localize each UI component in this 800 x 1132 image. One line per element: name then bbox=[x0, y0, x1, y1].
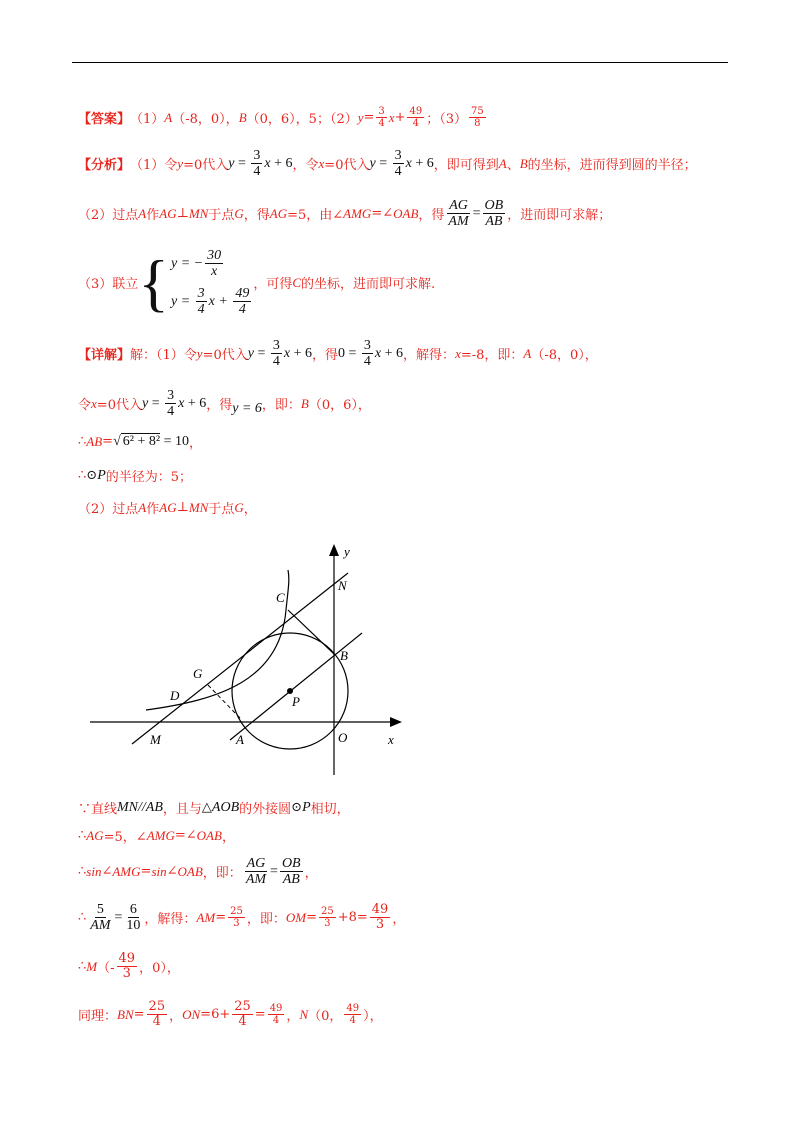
ratio-equation: $\frac{AG}{AM}$ = $\frac{OB}{AB}$ bbox=[448, 198, 504, 230]
equation: 0 = $\frac{3}{4}$ x + 6 bbox=[338, 338, 404, 370]
equation: y = $\frac{3}{4}$ x + 6 bbox=[228, 148, 293, 180]
equation: y = $\frac{3}{4}$ x + 6 bbox=[247, 338, 312, 370]
analysis-line-3: （3）联立 { y = − $\frac{30}{x}$ y = $\frac{3}{4}$ x + $\frac{49}{4}$ ，可得 C 的坐标，进而即可求解. bbox=[78, 246, 436, 318]
detail-line-5: （2）过点 A 作 AG ⊥ MN 于点 G ， bbox=[78, 499, 257, 517]
segment-ag bbox=[206, 683, 240, 718]
detail-tag: 【详解】 bbox=[78, 348, 131, 364]
detail-line-2: 令 x =0代入 y = $\frac{3}{4}$ x + 6 ，得 y = 6 ，即： B （0，6）， bbox=[78, 388, 371, 420]
analysis-line-1: 【分析】 （1）令 y =0代入 y = $\frac{3}{4}$ x + 6 ，令 x =0代入 y = $\frac{3}{4}$ x + 6 ，即可得到 A 、 B 的坐标，进而得到圆的半径； bbox=[78, 148, 697, 180]
segment-cb bbox=[288, 610, 334, 654]
answer-tag: 【答案】 bbox=[78, 112, 131, 127]
answer-line: 【答案】 （1） A （-8，0）， B （0，6），5；（2） y = $\frac{3}{4}$ x + $\frac{49}{4}$ ；（3） $\frac{75}{8}$ bbox=[78, 106, 484, 129]
detail-line-10: ∴ M （- $\frac{49}{3}$ ，0）， bbox=[78, 951, 180, 982]
label-x: x bbox=[388, 732, 394, 747]
analysis-line-2: （2）过点 A 作 AG ⊥ MN 于点 G ，得 AG =5，由∠ AMG =∠ OAB ，得 $\frac{AG}{AM}$ = $\frac{OB}{AB}$ ，进而即可求解； bbox=[78, 198, 612, 230]
label-p: P bbox=[292, 694, 300, 709]
detail-line-1: 【详解】 解：（1）令 y =0代入 y = $\frac{3}{4}$ x + 6 ，得 0 = $\frac{3}{4}$ x + 6 ，解得： x =-8，即： A （-8，0）， bbox=[78, 338, 598, 370]
detail-line-3: ∴ AB = √ 6² + 8² = 10 ， bbox=[78, 433, 202, 451]
line-mn bbox=[132, 573, 348, 744]
detail-line-11: 同理： BN = $\frac{25}{4}$ ， ON =6+ $\frac{25}{4}$ = $\frac{49}{4}$ ， N （0， $\frac{49}{4}$ ）， bbox=[78, 999, 383, 1030]
fraction: $\frac{49}{4}$ bbox=[409, 106, 423, 129]
equation-system: { y = − $\frac{30}{x}$ y = $\frac{3}{4}$ x + $\frac{49}{4}$ bbox=[138, 246, 250, 318]
label-c: C bbox=[276, 590, 285, 605]
hyperbola-arc bbox=[146, 570, 289, 710]
y-axis-arrow bbox=[329, 544, 339, 556]
fraction: $\frac{75}{8}$ bbox=[471, 106, 484, 129]
detail-line-6: ∵直线 MN // AB ，且与 △ AOB 的外接圆 ⊙ P 相切， bbox=[78, 799, 350, 817]
detail-line-4: ∴ ⊙ P 的半径为：5； bbox=[78, 467, 193, 485]
label-n: N bbox=[338, 578, 347, 593]
label-o: O bbox=[338, 730, 348, 745]
label-m: M bbox=[150, 732, 161, 747]
x-axis-arrow bbox=[390, 717, 402, 727]
fraction: $\frac{3}{4}$ bbox=[378, 106, 385, 129]
equation: y = $\frac{3}{4}$ x + 6 bbox=[369, 148, 434, 180]
detail-line-9: ∴ $\frac{5}{AM}$ = $\frac{6}{10}$ ，解得： AM = $\frac{25}{3}$ ，即： OM = $\frac{25}{3}$ +8= $\frac{49}{3}$ ， bbox=[78, 902, 406, 934]
geometry-figure bbox=[80, 530, 420, 780]
detail-line-8: ∴ sin ∠ AMG = sin ∠ OAB ，即： $\frac{AG}{AM}$ = $\frac{OB}{AB}$ ， bbox=[78, 856, 318, 888]
label-d: D bbox=[170, 688, 180, 703]
label-a: A bbox=[236, 732, 244, 747]
detail-line-7: ∴ AG =5，∠ AMG =∠ OAB ， bbox=[78, 827, 235, 845]
label-y: y bbox=[344, 544, 350, 559]
header-rule bbox=[72, 62, 728, 63]
equation: y = $\frac{3}{4}$ x + 6 bbox=[141, 388, 207, 420]
label-b: B bbox=[340, 648, 348, 663]
analysis-tag: 【分析】 bbox=[78, 158, 131, 174]
ratio-equation: $\frac{AG}{AM}$ = $\frac{OB}{AB}$ bbox=[245, 856, 301, 888]
label-g: G bbox=[193, 666, 203, 681]
